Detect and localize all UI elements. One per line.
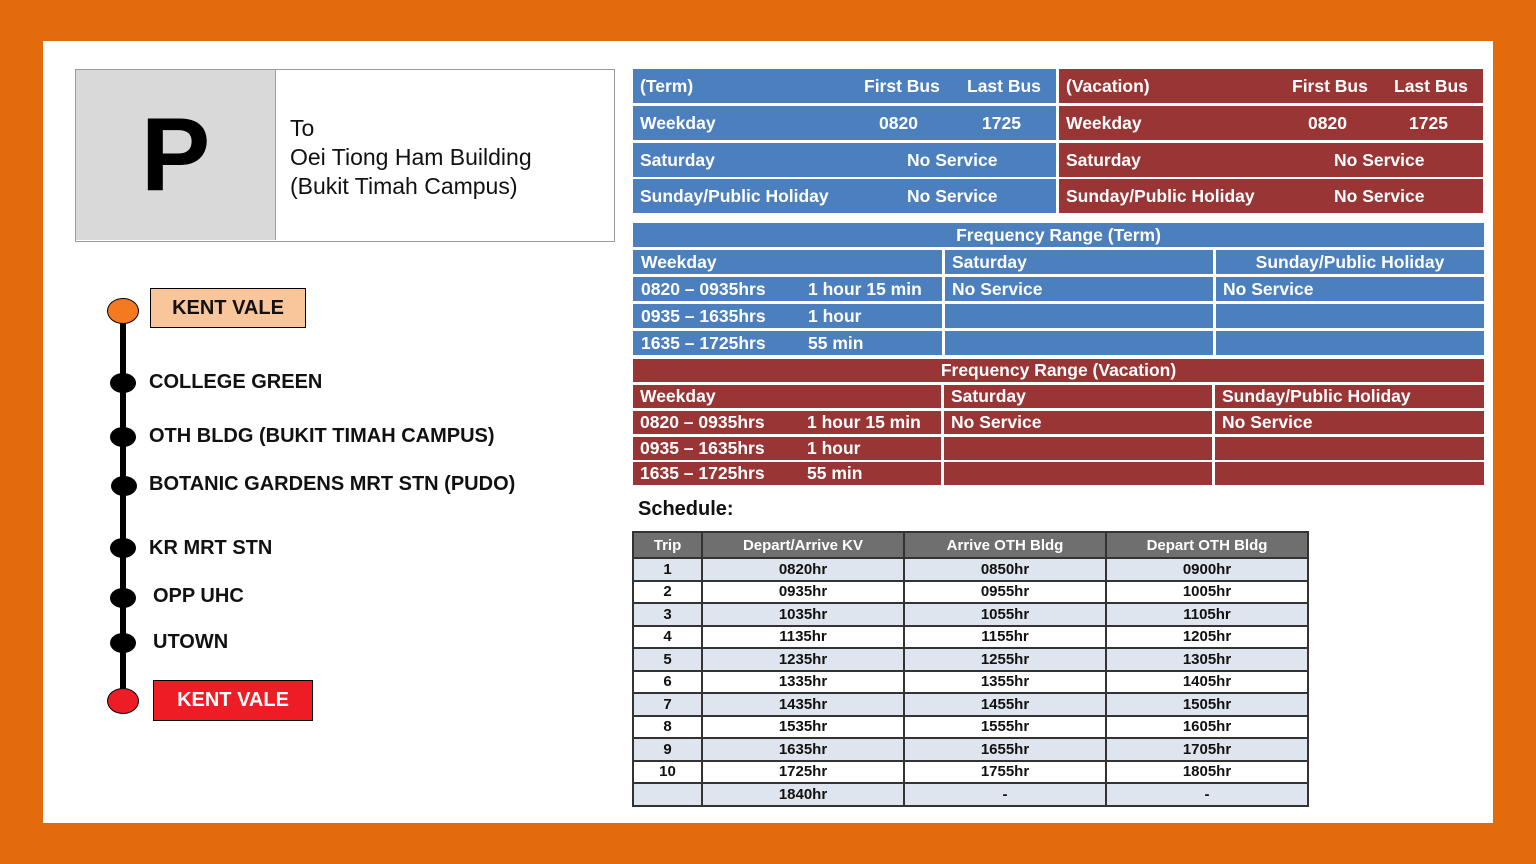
arrive-oth-cell: - (904, 783, 1106, 806)
depart-oth-cell: 1205hr (1106, 626, 1308, 649)
freq-vac-col-weekday: Weekday (633, 385, 941, 408)
depart-kv-cell: 1035hr (702, 603, 904, 626)
table-row (633, 648, 1308, 671)
table-row (633, 558, 1308, 581)
freq-term-title: Frequency Range (Term) (633, 223, 1484, 247)
depart-kv-cell: 1435hr (702, 693, 904, 716)
freq-term-col-weekday: Weekday (633, 250, 942, 274)
depart-kv-cell: 1725hr (702, 761, 904, 784)
arrive-oth-cell: 1255hr (904, 648, 1106, 671)
depart-oth-cell: 1405hr (1106, 671, 1308, 694)
freq-vac-row-2-range: 0935 – 1635hrs (640, 438, 765, 458)
vacation-weekday-last: 1725 (1409, 112, 1448, 133)
stop-dot (111, 476, 137, 496)
freq-term-row-1-sunday: No Service (1216, 277, 1484, 301)
arrive-oth-cell: 0850hr (904, 558, 1106, 581)
freq-vac-row-2-saturday (944, 437, 1212, 460)
arrive-oth-cell: 1055hr (904, 603, 1106, 626)
depart-kv-cell: 0935hr (702, 581, 904, 604)
term-first-bus-header: First Bus (864, 75, 940, 96)
vacation-weekday-first: 0820 (1308, 112, 1347, 133)
vacation-weekday-label: Weekday (1066, 112, 1142, 133)
term-last-bus-header: Last Bus (967, 75, 1041, 96)
term-sunday-value: No Service (907, 185, 998, 206)
depart-oth-cell: 1105hr (1106, 603, 1308, 626)
freq-term-row-1-interval: 1 hour 15 min (808, 278, 922, 299)
depart-kv-cell: 1535hr (702, 716, 904, 739)
schedule-header-row (633, 532, 1308, 558)
depart-kv-cell: 1235hr (702, 648, 904, 671)
freq-vac-row-2-interval: 1 hour (807, 438, 861, 458)
end-stop-label: KENT VALE (153, 680, 313, 721)
schedule-table (632, 531, 1309, 807)
table-row (633, 603, 1308, 626)
stop-dot (110, 373, 136, 393)
destination-line-1: To (290, 115, 315, 141)
route-header (75, 69, 615, 242)
vacation-sunday-value: No Service (1334, 185, 1425, 206)
route-destination (290, 114, 532, 201)
trip-cell (633, 783, 702, 806)
stop-botanic-gardens: BOTANIC GARDENS MRT STN (PUDO) (149, 473, 516, 495)
vacation-header: (Vacation) (1066, 75, 1150, 96)
arrive-oth-cell: 0955hr (904, 581, 1106, 604)
vacation-first-bus-header: First Bus (1292, 75, 1368, 96)
arrive-oth-cell: 1755hr (904, 761, 1106, 784)
depart-oth-cell: 1005hr (1106, 581, 1308, 604)
term-weekday-last: 1725 (982, 112, 1021, 133)
start-stop-label: KENT VALE (150, 288, 306, 328)
depart-kv-cell: 1335hr (702, 671, 904, 694)
freq-term-row-3-interval: 55 min (808, 332, 864, 353)
depart-kv-cell: 0820hr (702, 558, 904, 581)
vacation-last-bus-header: Last Bus (1394, 75, 1468, 96)
schedule-header-depart-kv: Depart/Arrive KV (702, 532, 904, 558)
stop-dot (110, 427, 136, 447)
trip-cell: 5 (633, 648, 702, 671)
trip-cell: 8 (633, 716, 702, 739)
arrive-oth-cell: 1455hr (904, 693, 1106, 716)
stop-dot (110, 633, 136, 653)
vacation-saturday-label: Saturday (1066, 149, 1141, 170)
term-sunday-label: Sunday/Public Holiday (640, 185, 829, 206)
term-saturday-label: Saturday (640, 149, 715, 170)
freq-term-row-3-saturday (945, 331, 1213, 355)
freq-term-row-1-range: 0820 – 0935hrs (641, 278, 766, 299)
freq-vac-col-saturday: Saturday (944, 385, 1212, 408)
stop-oth-bldg: OTH BLDG (BUKIT TIMAH CAMPUS) (149, 425, 495, 447)
freq-term-row-3-range: 1635 – 1725hrs (641, 332, 766, 353)
depart-kv-cell: 1635hr (702, 738, 904, 761)
depart-oth-cell: 0900hr (1106, 558, 1308, 581)
depart-oth-cell: 1505hr (1106, 693, 1308, 716)
freq-term-col-sunday: Sunday/Public Holiday (1216, 250, 1484, 274)
schedule-header-depart-oth: Depart OTH Bldg (1106, 532, 1308, 558)
depart-oth-cell: 1805hr (1106, 761, 1308, 784)
freq-vac-row-3-range: 1635 – 1725hrs (640, 463, 765, 483)
depart-oth-cell: 1605hr (1106, 716, 1308, 739)
stop-college-green: COLLEGE GREEN (149, 371, 323, 393)
table-row (633, 626, 1308, 649)
term-saturday-value: No Service (907, 149, 998, 170)
freq-term-row-2-sunday (1216, 304, 1484, 328)
table-row (633, 738, 1308, 761)
freq-term-row-2-range: 0935 – 1635hrs (641, 305, 766, 326)
depart-kv-cell: 1840hr (702, 783, 904, 806)
arrive-oth-cell: 1655hr (904, 738, 1106, 761)
trip-cell: 9 (633, 738, 702, 761)
freq-term-row-1-saturday: No Service (945, 277, 1213, 301)
freq-vac-row-1-saturday: No Service (944, 411, 1212, 434)
freq-vac-title: Frequency Range (Vacation) (633, 359, 1484, 382)
term-weekday-first: 0820 (879, 112, 918, 133)
trip-cell: 7 (633, 693, 702, 716)
trip-cell: 4 (633, 626, 702, 649)
arrive-oth-cell: 1355hr (904, 671, 1106, 694)
table-row (633, 671, 1308, 694)
arrive-oth-cell: 1155hr (904, 626, 1106, 649)
destination-line-2: Oei Tiong Ham Building (290, 144, 532, 170)
vacation-saturday-value: No Service (1334, 149, 1425, 170)
freq-vac-col-sunday: Sunday/Public Holiday (1215, 385, 1484, 408)
start-stop-dot (107, 298, 139, 324)
trip-cell: 6 (633, 671, 702, 694)
freq-term-row-3-sunday (1216, 331, 1484, 355)
trip-cell: 3 (633, 603, 702, 626)
schedule-header-trip: Trip (633, 532, 702, 558)
trip-cell: 10 (633, 761, 702, 784)
depart-oth-cell: 1705hr (1106, 738, 1308, 761)
schedule-title: Schedule: (638, 498, 734, 520)
destination-line-3: (Bukit Timah Campus) (290, 173, 518, 199)
table-row (633, 761, 1308, 784)
term-header: (Term) (640, 75, 694, 96)
stop-dot (110, 588, 136, 608)
freq-vac-row-1-range: 0820 – 0935hrs (640, 412, 765, 432)
stop-opp-uhc: OPP UHC (153, 585, 244, 607)
stop-utown: UTOWN (153, 631, 229, 653)
table-row (633, 581, 1308, 604)
table-row (633, 693, 1308, 716)
vacation-sunday-label: Sunday/Public Holiday (1066, 185, 1255, 206)
freq-vac-row-1-interval: 1 hour 15 min (807, 412, 921, 432)
end-stop-dot (107, 688, 139, 714)
schedule-header-arrive-oth: Arrive OTH Bldg (904, 532, 1106, 558)
trip-cell: 2 (633, 581, 702, 604)
depart-oth-cell: 1305hr (1106, 648, 1308, 671)
freq-term-col-saturday: Saturday (945, 250, 1213, 274)
arrive-oth-cell: 1555hr (904, 716, 1106, 739)
freq-vac-row-3-sunday (1215, 462, 1484, 485)
freq-term-row-2-saturday (945, 304, 1213, 328)
table-row (633, 716, 1308, 739)
stop-kr-mrt: KR MRT STN (149, 537, 273, 559)
depart-kv-cell: 1135hr (702, 626, 904, 649)
freq-vac-row-2-sunday (1215, 437, 1484, 460)
freq-vac-row-1-sunday: No Service (1215, 411, 1484, 434)
trip-cell: 1 (633, 558, 702, 581)
freq-vac-row-3-interval: 55 min (807, 463, 863, 483)
freq-term-row-2-interval: 1 hour (808, 305, 862, 326)
term-weekday-label: Weekday (640, 112, 716, 133)
route-letter: P (76, 70, 276, 240)
stop-dot (110, 538, 136, 558)
table-row (633, 783, 1308, 806)
depart-oth-cell: - (1106, 783, 1308, 806)
freq-vac-row-3-saturday (944, 462, 1212, 485)
